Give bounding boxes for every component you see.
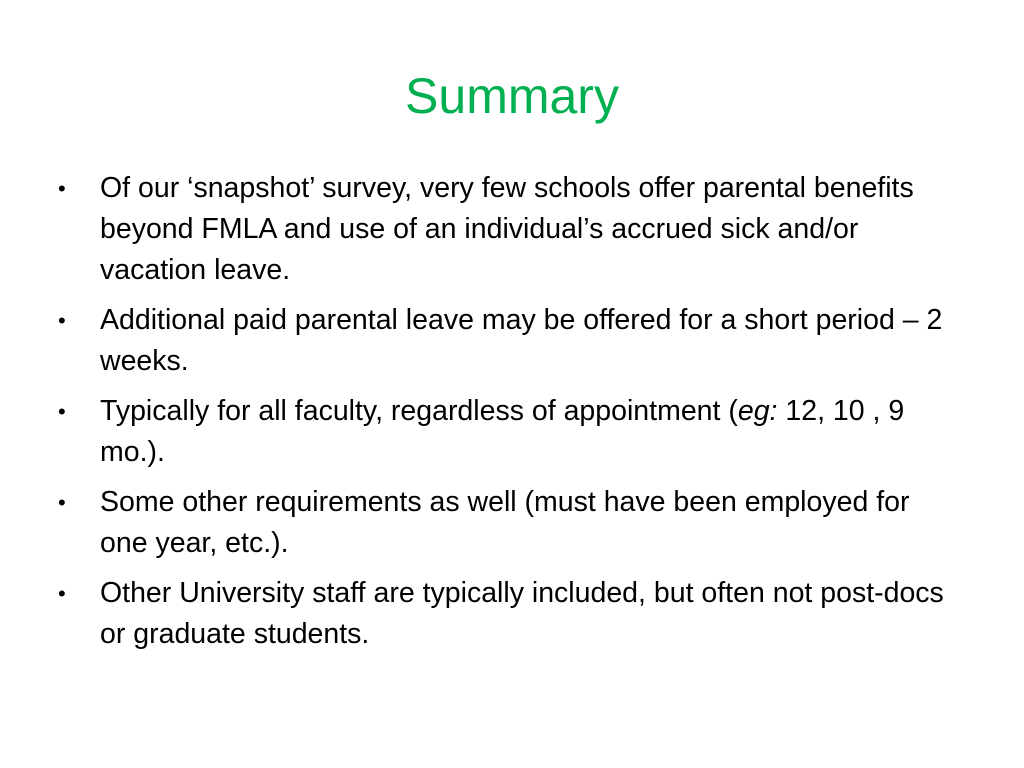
bullet-text: Of our ‘snapshot’ survey, very few schools offer parental benefits beyond FMLA and use of an individual’s accrued sick and/or vacation leave. (100, 172, 914, 286)
bullet-text-part: Typically for all faculty, regardless of appointment ( (100, 395, 738, 427)
bullet-list (58, 168, 958, 664)
bullet-text: Some other requirements as well (must have been employed for one year, etc.). (100, 486, 910, 559)
bullet-icon: • (58, 581, 66, 606)
bullet-text: Other University staff are typically included, but often not post-docs or graduate students. (100, 577, 944, 650)
bullet-text (100, 395, 904, 468)
bullet-item (58, 482, 958, 564)
bullet-text: Additional paid parental leave may be offered for a short period – 2 weeks. (100, 304, 943, 377)
bullet-text-part: 12, 10 , 9 mo.). (100, 395, 905, 468)
bullet-icon: • (58, 490, 66, 515)
bullet-item (58, 391, 958, 473)
bullet-icon: • (58, 399, 66, 424)
bullet-item (58, 300, 958, 382)
bullet-item (58, 573, 958, 655)
slide-title: Summary (405, 68, 619, 124)
bullet-icon: • (58, 308, 66, 333)
bullet-icon: • (58, 176, 66, 201)
bullet-text-emphasis: eg: (737, 395, 778, 427)
bullet-item (58, 168, 958, 291)
